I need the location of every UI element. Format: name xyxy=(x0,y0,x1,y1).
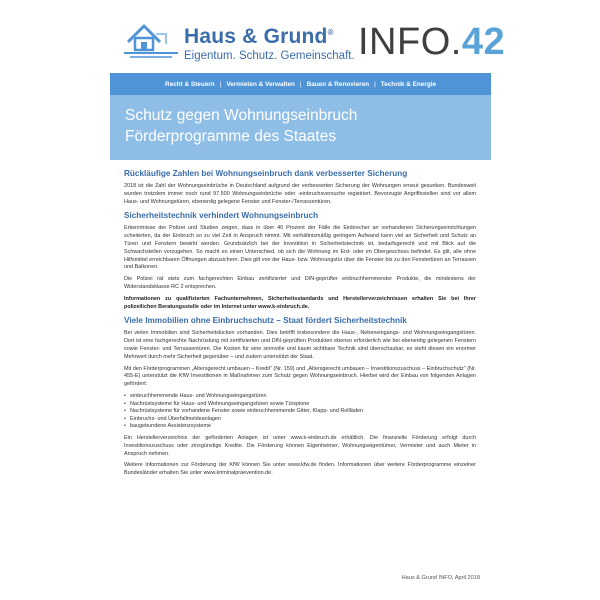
bullet-icon: • xyxy=(124,423,126,430)
brand-claim: Eigentum. Schutz. Gemeinschaft. xyxy=(184,50,355,62)
section-heading: Rückläufige Zahlen bei Wohnungseinbruch dank verbesserter Sicherung xyxy=(124,169,408,178)
category-item: Recht & Steuern xyxy=(164,80,215,88)
list-item: • baugebundene Assistenzsysteme xyxy=(124,423,212,430)
list-item: • Einbruchs- und Überfallmeldeanlagen xyxy=(124,415,221,422)
brand-name: Haus & Grund® xyxy=(184,25,334,48)
paragraph: Bei vielen Immobilien sind Sicherheitslücken vorhanden. Dies betrifft insbesondere die Haus-, Nebeneingangs- und Wohnungseingangstüren. Dort ist eine fachgerechte Nachrüstung mit zertifizierten und DIN-geprüften Produkten ebenso erforderlich wie bei ebenerdig gelegenen Fenstern sowie Fenster- und Terrassentüren. Die Kosten für eine sinnvolle und kaum sichtbare Technik sind überschaubar, es steht diesen ein enormer Mehrwert durch mehr Sicherheit gegenüber – und zudem unterstützt der Staat. xyxy=(124,330,476,360)
funded-systems-list xyxy=(124,393,476,431)
paragraph: Die Polizei rät stets zum fachgerechten Einbau zertifizierter und DIN-geprüfter einbruchhemmender Produkte, die mindestens der Widerstandsklasse RC 2 entsprechen. xyxy=(124,276,476,290)
category-item: Vermieten & Verwalten xyxy=(226,80,295,88)
brand-block xyxy=(184,22,355,63)
paragraph: 2018 ist die Zahl der Wohnungseinbrüche in Deutschland aufgrund der verbesserten Sicherung der Wohnungen erneut gesunken. Bundesweit wurden trotzdem immer noch rund 97.500 Wohnungseinbrüche oder -einbruchsversuche registriert. Bevorzugte Angriffsstellen sind vor allem Haus- und Wohnungstüren, ebenerdig gelegene Fenster und Fenster-/Terrassentüren. xyxy=(124,183,476,205)
paragraph: Weitere Informationen zur Förderung der KfW können Sie unter www.kfw.de finden. Informationen über weitere Förderprogramme einzelner Bundesländer erhalten Sie unter www.kriminalpraevention.de. xyxy=(124,462,476,477)
footer-source: Haus & Grund INFO, April 2018 xyxy=(401,575,480,581)
list-item: • Nachrüstsysteme für vorhandene Fenster sowie einbruchhemmende Gitter, Klapp- und Rollläden xyxy=(124,408,364,415)
paragraph: Ein Herstellerverzeichnis der geförderten Anlagen ist unter www.k-einbruch.de erhältlich. Die finanzielle Förderung erfolgt durch Investitionszuschuss oder zinsgünstige Kredite. Die Förderung können Eigenheimer, Wohnungseigentümer, Vermieter und auch Mieter in Anspruch nehmen. xyxy=(124,434,476,457)
info-number-label: INFO.42 xyxy=(358,21,506,63)
category-bar xyxy=(110,73,491,95)
info-number: 42 xyxy=(461,21,506,63)
info-note-bold: Informationen zu qualifizierten Fachunternehmen, Sicherheitsstandards und Herstellerverzeichnissen erhalten Sie bei Ihrer polizeilichen Beratungsstelle oder im Internet unter www.k-einbruch.de. xyxy=(124,295,476,310)
bullet-icon: • xyxy=(124,400,126,407)
page-title: Schutz gegen Wohnungseinbruch xyxy=(125,107,358,124)
category-separator: | xyxy=(219,80,222,88)
category-item: Technik & Energie xyxy=(380,80,437,88)
title-band xyxy=(110,95,491,160)
section-heading: Sicherheitstechnik verhindert Wohnungseinbruch xyxy=(124,211,319,221)
list-item: • Nachrüstsysteme für Haus- und Wohnungseingangstüren sowie Türspione xyxy=(124,400,310,407)
category-separator: | xyxy=(374,80,376,88)
category-item: Bauen & Renovieren xyxy=(306,80,370,88)
category-separator: | xyxy=(299,80,302,88)
main-content xyxy=(124,164,476,482)
paragraph: Erkenntnisse der Polizei und Studien zeigen, dass in über 40 Prozent der Fälle die Einbrecher an vorhandenen Sicherungseinrichtungen scheiterten, da der Einbruch so zu viel Zeit in Anspruch nimmt. Mit verhältnismäßig geringem Aufwand kann viel an Sicherheit und Schutz an Türen und Fenstern bewirkt werden. Grundsätzlich bei der Investition in Sicherheitstechnik ist, bedarfsgerecht und mit Blick auf die Schwachstellen vorzugehen. So macht es einen Unterschied, ob sich die Wohnung im Erd- oder im Obergeschoss befindet. Es gilt, alle ohne Hilfsmittel erreichbaren Öffnungen abzusichern. Dies gilt von der Haus- bzw. Wohnungstür über die Fenster bis zu den Fenstertüren an Terrassen und Balkonen. xyxy=(124,225,476,271)
section-heading: Viele Immobilien ohne Einbruchschutz – Staat fördert Sicherheitstechnik xyxy=(124,316,407,326)
list-item: • einbruchhemmende Haus- und Wohnungseingangstüren xyxy=(124,392,267,399)
house-logo-icon xyxy=(122,20,180,60)
page-subtitle: Förderprogramme des Staates xyxy=(125,128,337,145)
paragraph: Mit den Förderprogrammen „Altersgerecht umbauen – Kredit“ (Nr. 159) und „Altersgerecht umbauen – Investitionszuschuss – Einbruchschutz“ (Nr. 455-E) unterstützt die KfW Investitionen in Maßnahmen zum Schutz gegen Wohnungseinbruch. Hierbei wird der Einbau von folgenden Anlagen gefördert: xyxy=(124,365,476,388)
bullet-icon: • xyxy=(124,415,126,422)
bullet-icon: • xyxy=(124,392,126,399)
bullet-icon: • xyxy=(124,408,126,415)
